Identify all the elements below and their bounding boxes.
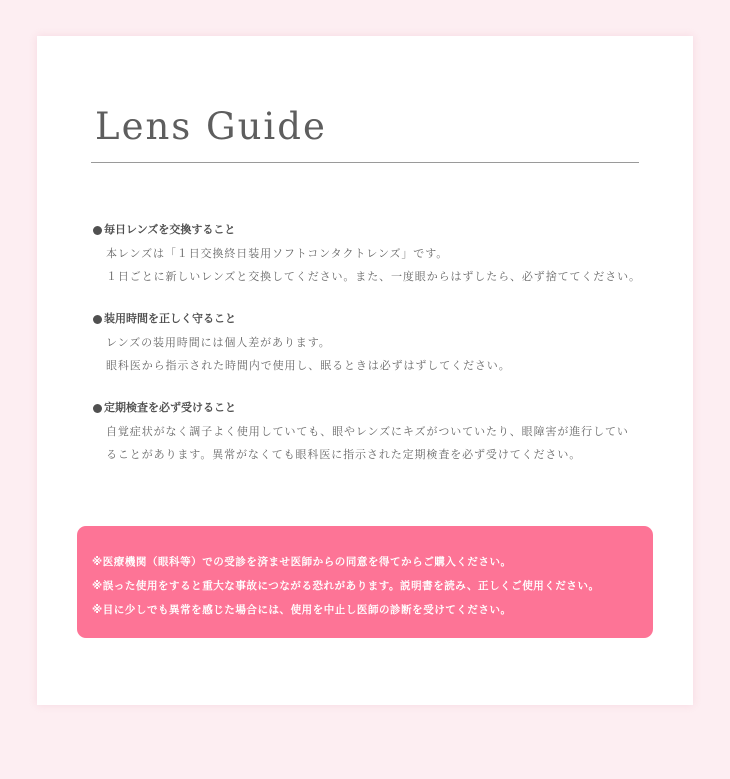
guide-section-wearing-time bbox=[93, 311, 653, 377]
caution-notice bbox=[77, 526, 653, 638]
section-line: ることがあります。異常がなくても眼科医に指示された定期検査を必ず受けてください。 bbox=[106, 448, 582, 461]
section-heading-text: 毎日レンズを交換すること bbox=[104, 223, 236, 236]
section-line: １日ごとに新しいレンズと交換してください。また、一度眼からはずしたら、必ず捨ててください。 bbox=[106, 270, 641, 283]
notice-line: ※医療機関（眼科等）での受診を済ませ医師からの同意を得てからご購入ください。 bbox=[92, 556, 512, 568]
bullet-icon bbox=[93, 226, 102, 235]
section-line: 自覚症状がなく調子よく使用していても、眼やレンズにキズがついていたり、眼障害が進行してい bbox=[106, 425, 629, 438]
guide-section-replace-daily bbox=[93, 222, 653, 288]
notice-line: ※目に少しでも異常を感じた場合には、使用を中止し医師の診断を受けてください。 bbox=[92, 604, 512, 616]
section-line: 眼科医から指示された時間内で使用し、眠るときは必ずはずしてください。 bbox=[106, 359, 511, 372]
page-title: Lens Guide bbox=[95, 105, 327, 148]
guide-section-regular-checkup bbox=[93, 400, 653, 466]
section-line: レンズの装用時間には個人差があります。 bbox=[106, 336, 331, 349]
section-body bbox=[93, 331, 653, 377]
section-body bbox=[93, 242, 653, 288]
section-heading bbox=[93, 222, 653, 238]
bullet-icon bbox=[93, 404, 102, 413]
section-heading-text: 装用時間を正しく守ること bbox=[104, 312, 236, 325]
bullet-icon bbox=[93, 315, 102, 324]
section-body bbox=[93, 420, 653, 466]
guide-sections bbox=[93, 222, 653, 489]
section-heading bbox=[93, 400, 653, 416]
title-divider bbox=[91, 162, 639, 163]
section-heading bbox=[93, 311, 653, 327]
section-line: 本レンズは「１日交換終日装用ソフトコンタクトレンズ」です。 bbox=[106, 247, 449, 260]
notice-line: ※誤った使用をすると重大な事故につながる恐れがあります。説明書を読み、正しくご使用ください。 bbox=[92, 580, 600, 592]
lens-guide-card bbox=[37, 36, 693, 705]
section-heading-text: 定期検査を必ず受けること bbox=[104, 401, 236, 414]
